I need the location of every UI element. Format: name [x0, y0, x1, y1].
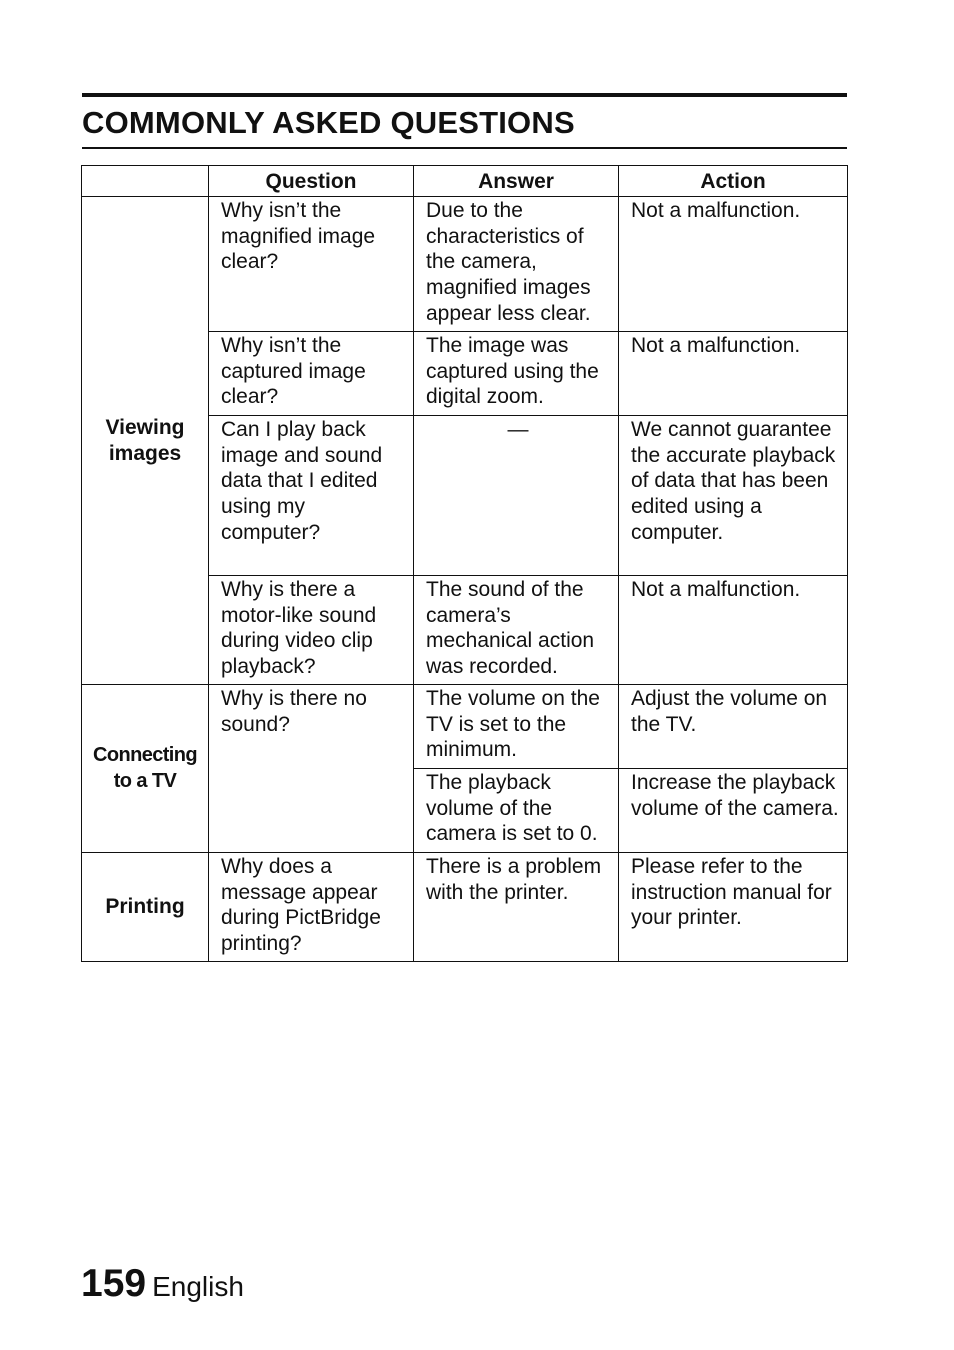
action-cell: Adjust the volume on the TV.: [619, 685, 848, 769]
action-cell: We cannot guarantee the accurate playback of data that has been edited using a computer.: [619, 416, 848, 576]
table-row: [82, 685, 848, 769]
category-connecting-to-tv: Connecting to a TV: [82, 685, 209, 853]
action-cell: Not a malfunction.: [619, 332, 848, 416]
faq-table: [81, 165, 848, 962]
column-header-action: Action: [619, 166, 848, 197]
action-cell: Not a malfunction.: [619, 576, 848, 685]
action-cell: Please refer to the instruction manual for your printer.: [619, 853, 848, 962]
column-header-category: [82, 166, 209, 197]
column-header-question: Question: [209, 166, 414, 197]
table-header-row: [82, 166, 848, 197]
question-cell: Why isn’t the captured image clear?: [209, 332, 414, 416]
page-language: English: [152, 1271, 244, 1302]
action-cell: Increase the playback volume of the camera.: [619, 769, 848, 853]
answer-cell: The image was captured using the digital zoom.: [414, 332, 619, 416]
action-cell: Not a malfunction.: [619, 197, 848, 332]
page-title: COMMONLY ASKED QUESTIONS: [82, 105, 575, 140]
answer-cell: The volume on the TV is set to the minimum.: [414, 685, 619, 769]
question-cell: Why does a message appear during PictBridge printing?: [209, 853, 414, 962]
table-row: [82, 197, 848, 332]
answer-cell: The sound of the camera’s mechanical action was recorded.: [414, 576, 619, 685]
answer-cell: The playback volume of the camera is set to 0.: [414, 769, 619, 853]
page-number: 159: [81, 1262, 147, 1305]
question-cell: Why is there a motor-like sound during video clip playback?: [209, 576, 414, 685]
answer-cell: Due to the characteristics of the camera, magnified images appear less clear.: [414, 197, 619, 332]
table-row: [82, 853, 848, 962]
answer-cell: —: [414, 416, 619, 576]
category-viewing-images: Viewing images: [82, 197, 209, 685]
page-header: [82, 93, 847, 149]
question-cell: Can I play back image and sound data that I edited using my computer?: [209, 416, 414, 576]
question-cell: Why is there no sound?: [209, 685, 414, 853]
column-header-answer: Answer: [414, 166, 619, 197]
category-printing: Printing: [82, 853, 209, 962]
page-footer: [81, 1262, 244, 1309]
answer-cell: There is a problem with the printer.: [414, 853, 619, 962]
question-cell: Why isn’t the magnified image clear?: [209, 197, 414, 332]
